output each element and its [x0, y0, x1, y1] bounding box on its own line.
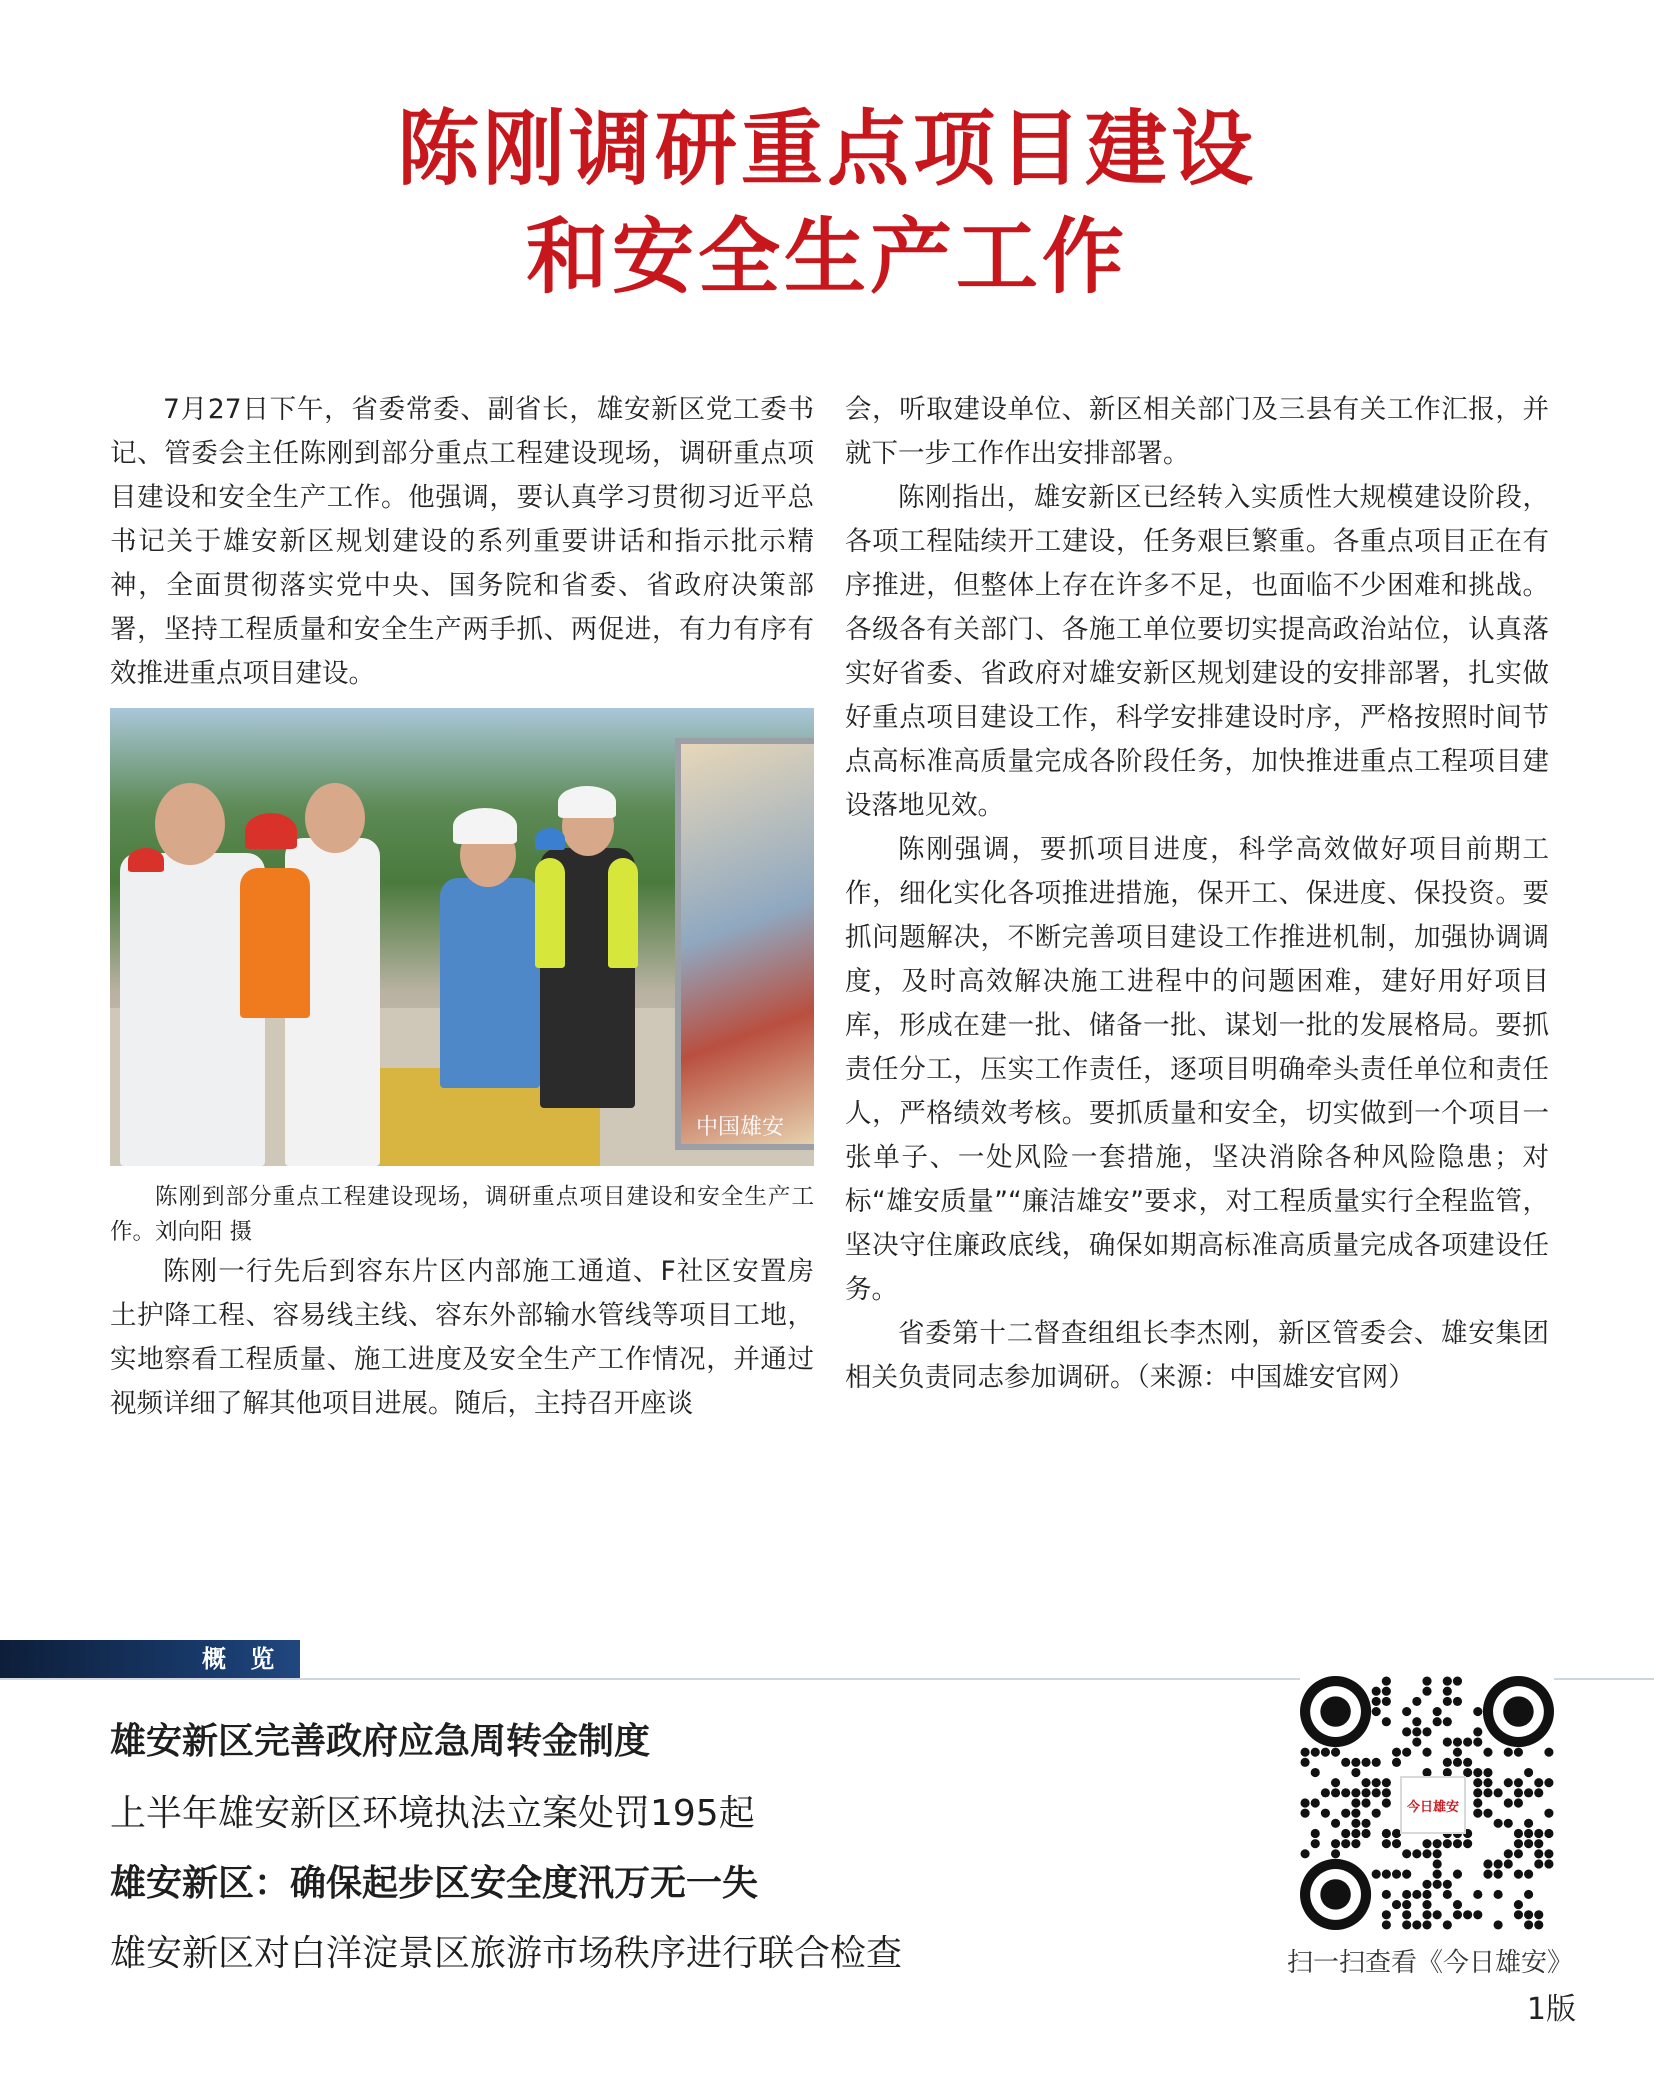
qr-module — [1463, 1910, 1472, 1919]
page-number: 1版 — [1526, 1992, 1576, 2027]
qr-module — [1433, 1839, 1442, 1848]
qr-module — [1422, 1880, 1431, 1889]
qr-module — [1443, 1920, 1452, 1929]
qr-module — [1433, 1859, 1442, 1868]
qr-module — [1524, 1768, 1533, 1777]
qr-module — [1534, 1788, 1543, 1797]
article-right-column — [845, 388, 1549, 1400]
photo-person-vest — [535, 858, 565, 968]
qr-module — [1494, 1819, 1503, 1828]
qr-module — [1524, 1890, 1533, 1899]
qr-module — [1361, 1758, 1370, 1767]
qr-module — [1412, 1727, 1421, 1736]
qr-module — [1463, 1758, 1472, 1767]
qr-module — [1392, 1748, 1401, 1757]
qr-module — [1544, 1849, 1553, 1858]
qr-module — [1422, 1849, 1431, 1858]
qr-module — [1514, 1870, 1523, 1879]
qr-module — [1504, 1859, 1513, 1868]
qr-module — [1392, 1870, 1401, 1879]
qr-module — [1412, 1717, 1421, 1726]
qr-module — [1422, 1677, 1431, 1686]
qr-module — [1473, 1890, 1482, 1899]
qr-module — [1453, 1870, 1462, 1879]
qr-module — [1382, 1697, 1391, 1706]
qr-module — [1524, 1819, 1533, 1828]
photo-display-board — [675, 738, 814, 1150]
qr-module — [1433, 1849, 1442, 1858]
qr-module — [1311, 1829, 1320, 1838]
qr-module — [1361, 1829, 1370, 1838]
qr-module — [1544, 1778, 1553, 1787]
qr-module — [1422, 1748, 1431, 1757]
photo-person-vest — [440, 878, 540, 1088]
qr-module — [1402, 1890, 1411, 1899]
qr-module — [1422, 1890, 1431, 1899]
qr-module — [1331, 1849, 1340, 1858]
qr-module — [1402, 1727, 1411, 1736]
qr-module — [1524, 1910, 1533, 1919]
qr-module — [1473, 1798, 1482, 1807]
qr-module — [1351, 1819, 1360, 1828]
qr-module — [1321, 1788, 1330, 1797]
qr-module — [1494, 1859, 1503, 1868]
article-paragraph: 省委第十二督查组组长李杰刚，新区管委会、雄安集团相关负责同志参加调研。（来源：中国雄安官网） — [845, 1318, 1549, 1393]
qr-module — [1301, 1758, 1310, 1767]
qr-module — [1382, 1910, 1391, 1919]
qr-module — [1301, 1809, 1310, 1818]
photo-caption: 陈刚到部分重点工程建设现场，调研重点项目建设和安全生产工作。刘向阳 摄 — [110, 1184, 814, 1245]
photo-watermark: 中国雄安 — [695, 1115, 784, 1140]
qr-module — [1504, 1849, 1513, 1858]
qr-module — [1382, 1920, 1391, 1929]
qr-module — [1412, 1890, 1421, 1899]
qr-module — [1351, 1839, 1360, 1848]
qr-module — [1422, 1839, 1431, 1848]
qr-module — [1514, 1900, 1523, 1909]
qr-module — [1473, 1788, 1482, 1797]
qr-module — [1341, 1829, 1350, 1838]
qr-module — [1341, 1758, 1350, 1767]
qr-module — [1433, 1870, 1442, 1879]
qr-module — [1534, 1829, 1543, 1838]
qr-module — [1483, 1768, 1492, 1777]
title-line-1: 陈刚调研重点项目建设 — [396, 101, 1257, 197]
qr-module — [1382, 1890, 1391, 1899]
qr-module — [1453, 1839, 1462, 1848]
qr-module — [1372, 1707, 1381, 1716]
qr-module — [1351, 1768, 1360, 1777]
qr-module — [1504, 1748, 1513, 1757]
qr-module — [1412, 1737, 1421, 1746]
qr-module — [1534, 1859, 1543, 1868]
title-line-2: 和安全生产工作 — [525, 209, 1128, 305]
qr-module — [1433, 1910, 1442, 1919]
qr-module — [1453, 1758, 1462, 1767]
qr-module — [1524, 1870, 1533, 1879]
qr-module — [1382, 1839, 1391, 1848]
photo-helmet — [558, 786, 616, 818]
qr-module — [1402, 1920, 1411, 1929]
qr-module — [1504, 1798, 1513, 1807]
article-paragraph: 陈刚指出，雄安新区已经转入实质性大规模建设阶段，各项工程陆续开工建设，任务艰巨繁重。各重点项目正在有序推进，但整体上存在许多不足，也面临不少困难和挑战。各级各有关部门、各施工单位要切实提高政治站位，认真落实好省委、省政府对雄安新区规划建设的安排部署，扎实做好重点项目建设工作，科学安排建设时序，严格按照时间节点高标准高质量完成各阶段任务，加快推进重点工程项目建设落地见效。 — [845, 482, 1549, 821]
qr-module — [1422, 1900, 1431, 1909]
qr-module — [1402, 1900, 1411, 1909]
qr-module — [1453, 1737, 1462, 1746]
photo-helmet — [128, 848, 164, 872]
qr-module — [1372, 1758, 1381, 1767]
qr-module — [1504, 1819, 1513, 1828]
qr-module — [1453, 1910, 1462, 1919]
qr-module — [1534, 1849, 1543, 1858]
qr-module — [1433, 1717, 1442, 1726]
qr-module — [1422, 1910, 1431, 1919]
qr-module — [1372, 1788, 1381, 1797]
qr-module — [1361, 1798, 1370, 1807]
qr-module — [1331, 1819, 1340, 1828]
qr-module — [1301, 1748, 1310, 1757]
qr-module — [1422, 1727, 1431, 1736]
qr-module — [1473, 1809, 1482, 1818]
qr-module — [1331, 1788, 1340, 1797]
qr-module — [1483, 1778, 1492, 1787]
qr-module — [1372, 1687, 1381, 1696]
qr-module — [1544, 1748, 1553, 1757]
qr-module — [1514, 1798, 1523, 1807]
photo-person-vest — [608, 858, 638, 968]
qr-module — [1321, 1809, 1330, 1818]
qr-module — [1361, 1778, 1370, 1787]
qr-module — [1331, 1748, 1340, 1757]
qr-module — [1382, 1717, 1391, 1726]
qr-module — [1473, 1768, 1482, 1777]
qr-center-label: 今日雄安 — [1400, 1776, 1466, 1834]
overview-headline[interactable]: 上半年雄安新区环境执法立案处罚195起 — [110, 1793, 755, 1834]
qr-module — [1331, 1839, 1340, 1848]
qr-module — [1544, 1859, 1553, 1868]
qr-module — [1534, 1778, 1543, 1787]
qr-module — [1504, 1778, 1513, 1787]
qr-module — [1534, 1839, 1543, 1848]
qr-module — [1392, 1900, 1401, 1909]
qr-module — [1443, 1890, 1452, 1899]
qr-module — [1494, 1890, 1503, 1899]
qr-module — [1443, 1737, 1452, 1746]
qr-module — [1483, 1870, 1492, 1879]
qr-finder — [1320, 1696, 1350, 1726]
qr-module — [1524, 1788, 1533, 1797]
qr-module — [1382, 1829, 1391, 1838]
overview-headline[interactable]: 雄安新区：确保起步区安全度汛万无一失 — [110, 1863, 759, 1904]
qr-module — [1463, 1839, 1472, 1848]
photo-helmet — [245, 813, 297, 849]
qr-module — [1514, 1788, 1523, 1797]
qr-module — [1301, 1798, 1310, 1807]
qr-module — [1402, 1910, 1411, 1919]
qr-module — [1514, 1910, 1523, 1919]
qr-caption: 扫一扫查看《今日雄安》 — [1286, 1948, 1573, 1978]
qr-module — [1382, 1870, 1391, 1879]
qr-module — [1524, 1920, 1533, 1929]
qr-module — [1483, 1748, 1492, 1757]
qr-module — [1514, 1778, 1523, 1787]
qr-module — [1453, 1748, 1462, 1757]
qr-module — [1494, 1870, 1503, 1879]
qr-module — [1443, 1697, 1452, 1706]
qr-module — [1544, 1829, 1553, 1838]
qr-module — [1402, 1849, 1411, 1858]
qr-module — [1524, 1829, 1533, 1838]
qr-module — [1311, 1768, 1320, 1777]
qr-finder — [1320, 1879, 1350, 1909]
qr-module — [1453, 1677, 1462, 1686]
qr-module — [1443, 1687, 1452, 1696]
qr-code — [1300, 1676, 1554, 1930]
article-paragraph: 会，听取建设单位、新区相关部门及三县有关工作汇报，并就下一步工作作出安排部署。 — [845, 394, 1549, 469]
photo-person-head — [305, 783, 365, 853]
qr-module — [1382, 1687, 1391, 1696]
overview-headline[interactable]: 雄安新区对白洋淀景区旅游市场秩序进行联合检查 — [110, 1933, 903, 1974]
qr-module — [1422, 1687, 1431, 1696]
qr-module — [1311, 1798, 1320, 1807]
qr-module — [1443, 1717, 1452, 1726]
qr-module — [1453, 1697, 1462, 1706]
qr-module — [1382, 1788, 1391, 1797]
news-photo — [110, 708, 814, 1166]
qr-module — [1473, 1778, 1482, 1787]
qr-module — [1463, 1737, 1472, 1746]
qr-module — [1372, 1778, 1381, 1787]
qr-module — [1544, 1809, 1553, 1818]
article-paragraph: 7月27日下午，省委常委、副省长，雄安新区党工委书记、管委会主任陈刚到部分重点工程建设现场，调研重点项目建设和安全生产工作。他强调，要认真学习贯彻习近平总书记关于雄安新区规划建设的系列重要讲话和指示批示精神，全面贯彻落实党中央、国务院和省委、省政府决策部署，坚持工程质量和安全生产两手抓、两促进，有力有序有效推进重点项目建设。 — [110, 394, 814, 689]
photo-helmet — [453, 808, 517, 844]
qr-module — [1361, 1819, 1370, 1828]
qr-module — [1494, 1788, 1503, 1797]
qr-module — [1341, 1839, 1350, 1848]
overview-headline[interactable]: 雄安新区完善政府应急周转金制度 — [110, 1721, 651, 1762]
qr-module — [1433, 1880, 1442, 1889]
qr-module — [1341, 1809, 1350, 1818]
qr-module — [1402, 1707, 1411, 1716]
qr-module — [1514, 1829, 1523, 1838]
qr-module — [1443, 1839, 1452, 1848]
article-paragraph: 陈刚强调，要抓项目进度，科学高效做好项目前期工作，细化实化各项推进措施，保开工、保进度、保投资。要抓问题解决，不断完善项目建设工作推进机制，加强协调调度，及时高效解决施工进程中的问题困难，建好用好项目库，形成在建一批、储备一批、谋划一批的发展格局。要抓责任分工，压实工作责任，逐项目明确牵头责任单位和责任人，严格绩效考核。要抓质量和安全，切实做到一个项目一张单子、一处风险一套措施，坚决消除各种风险隐患；对标“雄安质量”“廉洁雄安”要求，对工程质量实行全程监管，坚决守住廉政底线，确保如期高标准高质量完成各项建设任务。 — [845, 834, 1549, 1305]
qr-module — [1453, 1900, 1462, 1909]
qr-module — [1483, 1859, 1492, 1868]
qr-module — [1534, 1920, 1543, 1929]
qr-module — [1392, 1758, 1401, 1767]
qr-module — [1402, 1870, 1411, 1879]
photo-helmet — [535, 828, 565, 850]
qr-module — [1351, 1809, 1360, 1818]
qr-module — [1331, 1778, 1340, 1787]
qr-module — [1402, 1748, 1411, 1757]
qr-module — [1382, 1798, 1391, 1807]
qr-module — [1372, 1697, 1381, 1706]
qr-module — [1351, 1829, 1360, 1838]
qr-module — [1392, 1839, 1401, 1848]
overview-label: 概 览 — [202, 1645, 283, 1673]
qr-module — [1372, 1870, 1381, 1879]
photo-person-vest — [240, 868, 310, 1018]
qr-module — [1311, 1748, 1320, 1757]
qr-module — [1361, 1788, 1370, 1797]
qr-module — [1351, 1798, 1360, 1807]
qr-module — [1514, 1748, 1523, 1757]
qr-module — [1382, 1677, 1391, 1686]
qr-module — [1372, 1809, 1381, 1818]
article-left-column — [110, 388, 814, 1426]
qr-module — [1433, 1707, 1442, 1716]
qr-module — [1443, 1758, 1452, 1767]
qr-module — [1494, 1920, 1503, 1929]
qr-module — [1473, 1707, 1482, 1716]
qr-module — [1321, 1748, 1330, 1757]
qr-module — [1412, 1849, 1421, 1858]
qr-module — [1473, 1737, 1482, 1746]
qr-module — [1412, 1920, 1421, 1929]
qr-module — [1483, 1788, 1492, 1797]
qr-module — [1351, 1788, 1360, 1797]
qr-module — [1382, 1778, 1391, 1787]
qr-module — [1412, 1697, 1421, 1706]
article-title — [0, 95, 1654, 311]
photo-person-head — [155, 783, 225, 865]
qr-finder — [1503, 1696, 1533, 1726]
qr-module — [1483, 1809, 1492, 1818]
article-paragraph: 陈刚一行先后到容东片区内部施工通道、F社区安置房土护降工程、容易线主线、容东外部输水管线等项目工地，实地察看工程质量、施工进度及安全生产工作情况，并通过视频详细了解其他项目进展。随后，主持召开座谈 — [110, 1256, 814, 1419]
qr-module — [1473, 1727, 1482, 1736]
qr-module — [1514, 1849, 1523, 1858]
qr-module — [1311, 1839, 1320, 1848]
qr-module — [1301, 1849, 1310, 1858]
qr-module — [1473, 1910, 1482, 1919]
qr-module — [1351, 1758, 1360, 1767]
qr-module — [1422, 1920, 1431, 1929]
qr-module — [1534, 1910, 1543, 1919]
qr-module — [1514, 1839, 1523, 1848]
qr-module — [1443, 1880, 1452, 1889]
qr-module — [1524, 1839, 1533, 1848]
qr-module — [1443, 1677, 1452, 1686]
qr-module — [1341, 1788, 1350, 1797]
